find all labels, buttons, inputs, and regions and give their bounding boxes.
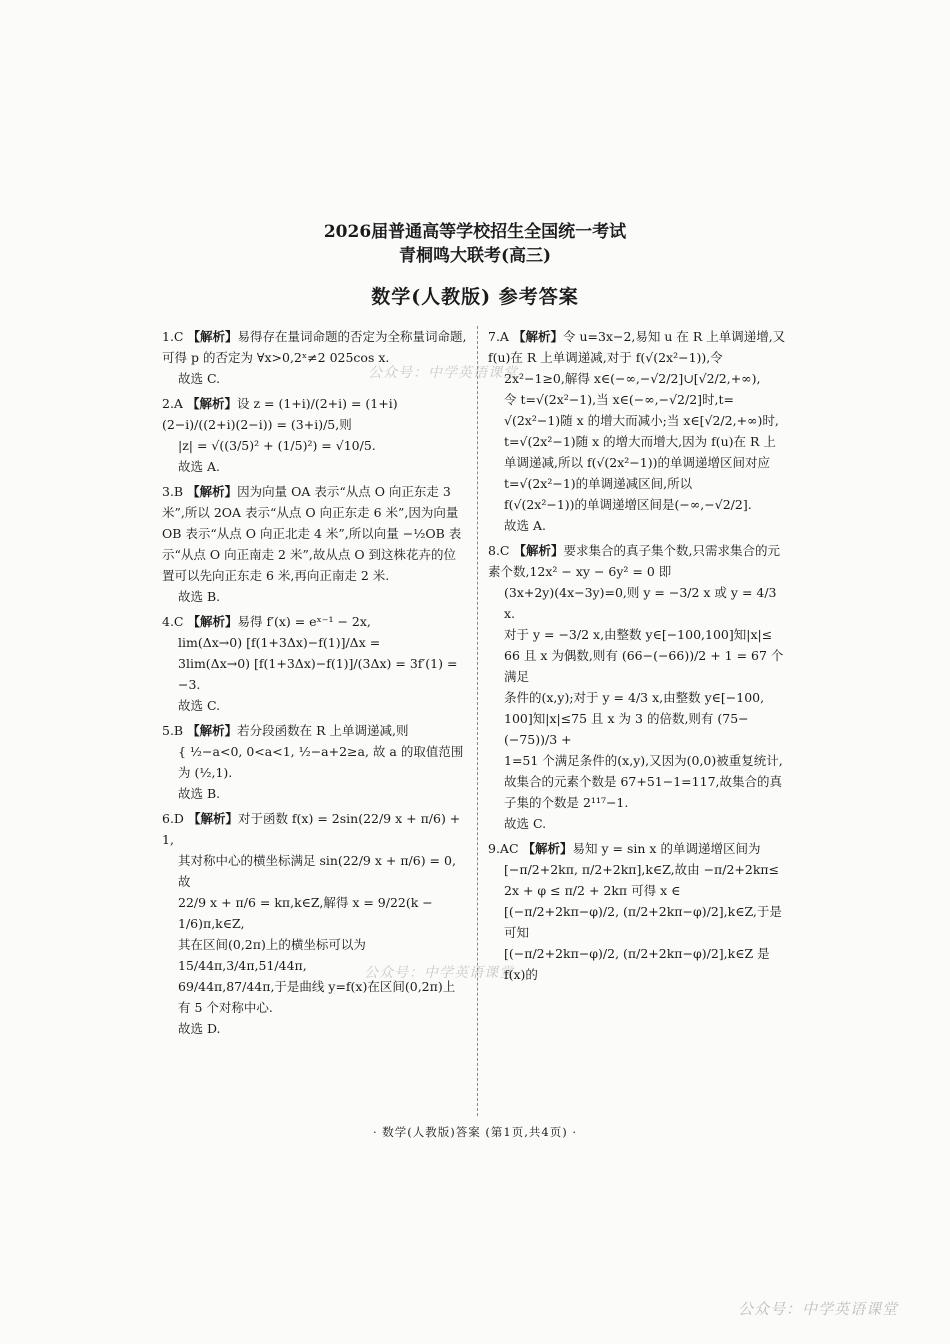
exam-title: 2026届普通高等学校招生全国统一考试 xyxy=(323,222,627,242)
page-footer: · 数学(人教版)答案 (第1页,共4页) · xyxy=(372,1125,577,1139)
answer-text: [−π/2+2kπ, π/2+2kπ],k∈Z,故由 −π/2+2kπ≤ xyxy=(504,862,780,877)
answer-number: 5.B xyxy=(162,723,184,738)
answer-text: √(2x²−1)随 x 的增大而减小;当 x∈[√2/2,+∞)时, xyxy=(504,413,779,428)
answer-text: lim(Δx→0) [f(1+3Δx)−f(1)]/Δx = xyxy=(178,635,381,650)
analysis-tag: 【解析】 xyxy=(522,841,573,856)
answer-8 xyxy=(488,540,788,834)
answer-text: 其在区间(0,2π)上的横坐标可以为 15/44π,3/4π,51/44π, xyxy=(178,937,366,973)
answer-number: 9.AC xyxy=(488,841,519,856)
analysis-tag: 【解析】 xyxy=(186,396,237,411)
answer-text: 69/44π,87/44π,于是曲线 y=f(x)在区间(0,2π)上有 5 个对称中心. xyxy=(178,979,456,1015)
answer-text: 其对称中心的横坐标满足 sin(22/9 x + π/6) = 0,故 xyxy=(178,853,456,889)
answer-text: 令 u=3x−2,易知 u 在 R 上单调递增,又 f(u)在 R 上单调递减,对于 f(√(2x²−1)),令 xyxy=(488,329,786,365)
answer-number: 8.C xyxy=(488,543,510,558)
answer-4 xyxy=(162,611,467,716)
answer-text: 要求集合的真子集个数,只需求集合的元素个数,12x² − xy − 6y² = 0 即 xyxy=(488,543,780,579)
answer-text: |z| = √((3/5)² + (1/5)²) = √10/5. xyxy=(178,438,376,453)
answer-text: 对于函数 f(x) = 2sin(22/9 x + π/6) + 1, xyxy=(162,811,461,847)
answer-text: f(√(2x²−1))的单调递增区间是(−∞,−√2/2]. xyxy=(504,497,752,512)
analysis-tag: 【解析】 xyxy=(187,811,238,826)
analysis-tag: 【解析】 xyxy=(512,329,563,344)
answer-text: 1=51 个满足条件的(x,y),又因为(0,0)被重复统计,故集合的元素个数是 67+51−1=117,故集合的真子集的个数是 2¹¹⁷−1. xyxy=(504,753,783,810)
watermark: 公众号：中学英语课堂 xyxy=(364,965,514,981)
answer-conclusion: 故选 B. xyxy=(178,589,221,604)
analysis-tag: 【解析】 xyxy=(513,543,564,558)
analysis-tag: 【解析】 xyxy=(187,614,238,629)
answer-conclusion: 故选 C. xyxy=(504,816,547,831)
answer-text: 易得存在量词命题的否定为全称量词命题,可得 p 的否定为 ∀x>0,2ˣ≠2 025cos x. xyxy=(162,329,467,365)
answer-conclusion: 故选 C. xyxy=(178,371,221,386)
answer-text: 3lim(Δx→0) [f(1+3Δx)−f(1)]/(3Δx) = 3f′(1) = −3. xyxy=(178,656,458,692)
answer-text: 100]知|x|≤75 且 x 为 3 的倍数,则有 (75−(−75))/3 + xyxy=(504,711,749,747)
answer-number: 7.A xyxy=(488,329,509,344)
answer-text: 2x + φ ≤ π/2 + 2kπ 可得 x ∈ xyxy=(504,883,681,898)
analysis-tag: 【解析】 xyxy=(187,723,238,738)
answer-text: 22/9 x + π/6 = kπ,k∈Z,解得 x = 9/22(k − 1/6)π,k∈Z, xyxy=(178,895,433,931)
answer-text: (3x+2y)(4x−3y)=0,则 y = −3/2 x 或 y = 4/3 x. xyxy=(504,585,777,621)
answer-conclusion: 故选 A. xyxy=(504,518,546,533)
answer-number: 3.B xyxy=(162,484,184,499)
answer-6 xyxy=(162,808,467,1039)
answer-text: 66 且 x 为偶数,则有 (66−(−66))/2 + 1 = 67 个满足 xyxy=(504,648,784,684)
answer-text: { ½−a<0, 0<a<1, ½−a+2≥a, 故 a 的取值范围为 (½,1). xyxy=(178,744,464,780)
answer-text: 因为向量 OA 表示“从点 O 向正东走 3 米”,所以 2OA 表示“从点 O 向正东走 6 米”,因为向量 OB 表示“从点 O 向正北走 4 米”,所以向量 −½OB 表示“从点 O 向正南走 2 米”,故从点 O 到这株花卉的位置可以先向正东走 6 米,再向正南走 2 米. xyxy=(162,484,462,583)
answer-key-title: 数学(人教版) 参考答案 xyxy=(371,286,579,308)
answer-text: 易得 f′(x) = eˣ⁻¹ − 2x, xyxy=(237,614,371,629)
answer-number: 4.C xyxy=(162,614,184,629)
answer-number: 2.A xyxy=(162,396,183,411)
answer-text: [(−π/2+2kπ−φ)/2, (π/2+2kπ−φ)/2],k∈Z 是 f(x)的 xyxy=(504,946,770,982)
answer-5 xyxy=(162,720,467,804)
answer-9 xyxy=(488,838,788,985)
column-divider xyxy=(477,326,478,1116)
watermark: 公众号：中学英语课堂 xyxy=(738,1300,899,1318)
right-column xyxy=(488,326,788,989)
watermark: 公众号：中学英语课堂 xyxy=(368,365,518,381)
answer-conclusion: 故选 B. xyxy=(178,786,221,801)
answer-text: 2x²−1≥0,解得 x∈(−∞,−√2/2]∪[√2/2,+∞), xyxy=(504,371,761,386)
answer-text: [(−π/2+2kπ−φ)/2, (π/2+2kπ−φ)/2],k∈Z,于是可知 xyxy=(504,904,782,940)
answer-conclusion: 故选 C. xyxy=(178,698,221,713)
analysis-tag: 【解析】 xyxy=(187,484,238,499)
left-column xyxy=(162,326,467,1043)
answer-conclusion: 故选 D. xyxy=(178,1021,221,1036)
answer-text: t=√(2x²−1)随 x 的增大而增大,因为 f(u)在 R 上单调递减,所以 f(√(2x²−1))的单调递增区间对应 t=√(2x²−1)的单调递减区间,所以 xyxy=(504,434,776,491)
answer-number: 6.D xyxy=(162,811,184,826)
answer-number: 1.C xyxy=(162,329,184,344)
answer-text: 条件的(x,y);对于 y = 4/3 x,由整数 y∈[−100, xyxy=(504,690,765,705)
answer-conclusion: 故选 A. xyxy=(178,459,220,474)
answer-text: 若分段函数在 R 上单调递减,则 xyxy=(237,723,409,738)
answer-text: 易知 y = sin x 的单调递增区间为 xyxy=(572,841,761,856)
answer-3 xyxy=(162,481,467,607)
page-header xyxy=(0,220,950,309)
analysis-tag: 【解析】 xyxy=(187,329,238,344)
answer-7 xyxy=(488,326,788,536)
answer-2 xyxy=(162,393,467,477)
answer-text: 令 t=√(2x²−1),当 x∈(−∞,−√2/2]时,t= xyxy=(504,392,735,407)
exam-subtitle: 青桐鸣大联考(高三) xyxy=(398,246,552,266)
answer-1 xyxy=(162,326,467,389)
answer-text: 对于 y = −3/2 x,由整数 y∈[−100,100]知|x|≤ xyxy=(504,627,773,642)
answer-text: 设 z = (1+i)/(2+i) = (1+i)(2−i)/((2+i)(2−i)) = (3+i)/5,则 xyxy=(162,396,398,432)
